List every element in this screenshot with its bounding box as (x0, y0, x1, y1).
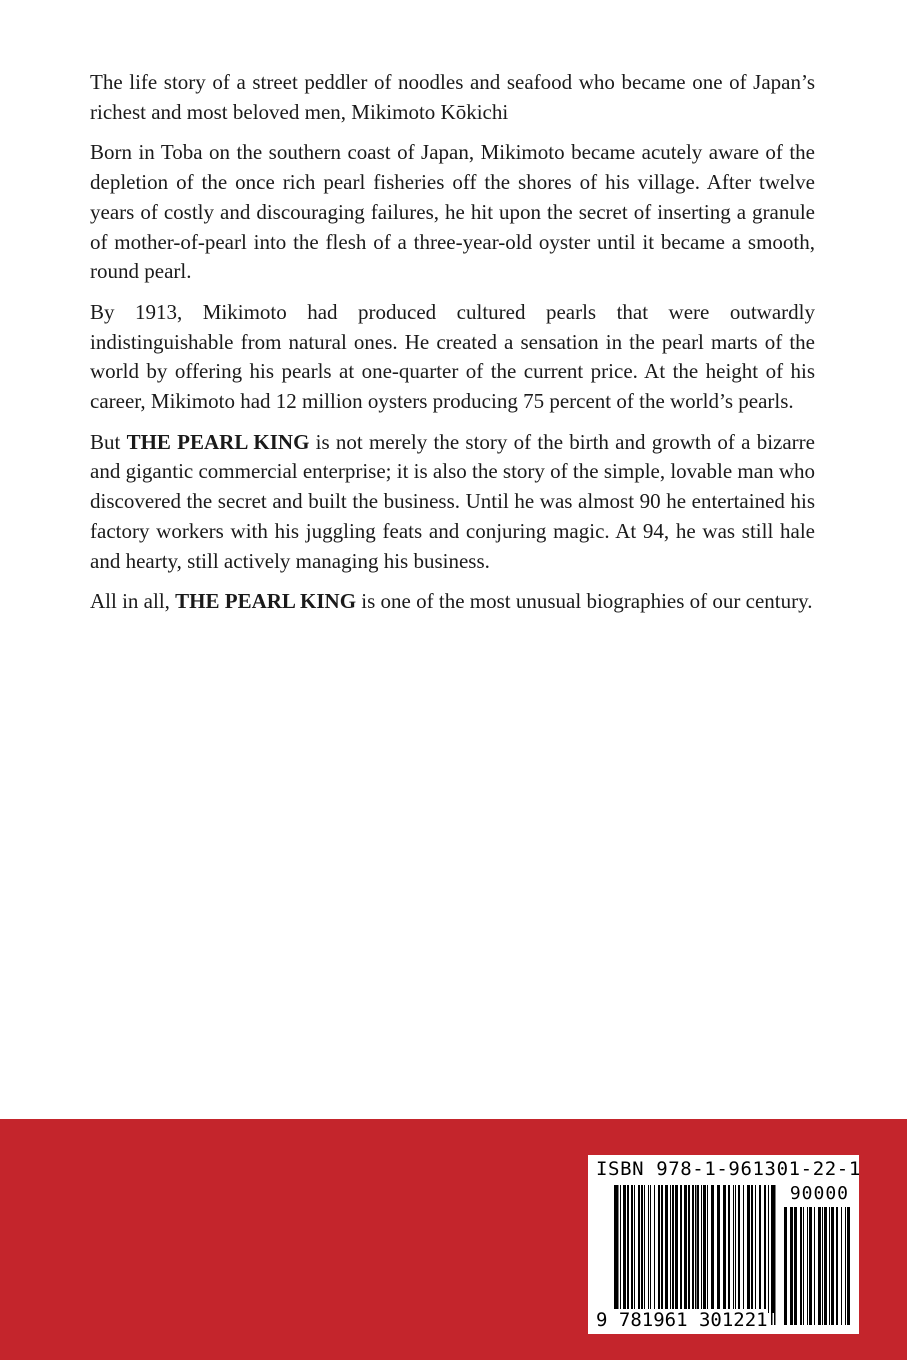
isbn-barcode (588, 1155, 859, 1334)
barcode-bar (829, 1207, 830, 1325)
barcode-bar (841, 1207, 842, 1325)
barcode-bar (728, 1185, 730, 1313)
barcode-bar (845, 1207, 846, 1325)
barcode-bar (743, 1185, 744, 1313)
blurb-p5-start: All in all, (90, 589, 176, 614)
barcode-bar (824, 1207, 827, 1325)
barcode-guard-bar (692, 1185, 694, 1325)
blurb-p5-rest: is one of the most unusual biographies of our century. (356, 589, 813, 614)
barcode-bar (751, 1185, 753, 1313)
book-title-mention: THE PEARL KING (126, 429, 310, 454)
barcode-bar (759, 1185, 761, 1313)
barcode-bar (723, 1185, 726, 1313)
barcode-guard-bar (771, 1185, 773, 1325)
barcode-bar (680, 1185, 682, 1313)
barcode-bar (665, 1185, 668, 1313)
barcode-bar (675, 1185, 678, 1313)
barcode-bar (847, 1207, 850, 1325)
barcode-bar (623, 1185, 626, 1313)
isbn-label: ISBN 978-1-961301-22-1 (596, 1158, 861, 1180)
barcode-bar (654, 1185, 655, 1313)
barcode-bar (648, 1185, 649, 1313)
barcode-bar (822, 1207, 823, 1325)
barcode-bar (784, 1207, 787, 1325)
blurb-p4-rest: is not merely the story of the birth and growth of a bizarre and gigantic commercial enterprise; it is also the story of the simple, lovable man who discovered the secret and built the business. Until he was almost 90 he entertained his factory workers with his juggling feats and conjuring magic. At 94, he was still hale and hearty, still actively managing his business. (90, 429, 815, 573)
barcode-bar (711, 1185, 714, 1313)
barcode-bar (814, 1207, 815, 1325)
barcode-bar (794, 1207, 797, 1325)
barcode-bar (627, 1185, 629, 1313)
barcode-bar (620, 1185, 621, 1313)
barcode-bar (790, 1207, 793, 1325)
barcode-bar (733, 1185, 734, 1313)
barcode-bar (703, 1185, 706, 1313)
barcode-bar (818, 1207, 821, 1325)
barcode-bar (803, 1207, 804, 1325)
barcode-bar (755, 1185, 756, 1313)
barcode-bar (807, 1207, 808, 1325)
barcode-bar (800, 1207, 802, 1325)
barcode-guard-bar (774, 1185, 776, 1325)
barcode-bar (661, 1185, 663, 1313)
barcode-bar (688, 1185, 690, 1313)
book-title-mention: THE PEARL KING (175, 589, 357, 614)
barcode-guard-bar (695, 1185, 697, 1325)
barcode-bar (809, 1207, 812, 1325)
barcode-bar (634, 1185, 635, 1313)
barcode-bar (684, 1185, 687, 1313)
blurb-paragraph-5 (90, 587, 815, 617)
barcode-bar (717, 1185, 720, 1313)
barcode-bar (672, 1185, 674, 1313)
barcode-bar (707, 1185, 708, 1313)
barcode-bar (697, 1185, 699, 1313)
barcode-bar (738, 1185, 740, 1313)
back-cover-blurb (90, 68, 815, 628)
barcode-guard-bar (614, 1185, 616, 1325)
barcode-bar (638, 1185, 640, 1313)
barcode-bar (641, 1185, 643, 1313)
barcode-bar (650, 1185, 651, 1313)
barcode-bar (735, 1185, 736, 1313)
barcode-bar (644, 1185, 645, 1313)
barcode-bar (670, 1185, 671, 1313)
barcode-guard-bar (617, 1185, 619, 1325)
barcode-bar (747, 1185, 750, 1313)
barcode-bar (764, 1185, 766, 1313)
blurb-paragraph-4 (90, 428, 815, 577)
barcode-bars (588, 1155, 859, 1334)
barcode-bar (831, 1207, 834, 1325)
blurb-p4-start: But (90, 429, 127, 454)
blurb-paragraph-3: By 1913, Mikimoto had produced cultured pearls that were outwardly indistinguishable from natural ones. He created a sensation in the pearl marts of the world by offering his pearls at one-quarter of the current price. At the height of his career, Mikimoto had 12 million oysters producing 75 percent of the world’s pearls. (90, 299, 815, 414)
ean-digits: 9 781961 301221 (596, 1309, 768, 1331)
barcode-bar (631, 1185, 633, 1313)
price-addon-digits: 90000 (789, 1183, 849, 1204)
barcode-bar (658, 1185, 660, 1313)
blurb-paragraph-2: Born in Toba on the southern coast of Japan, Mikimoto became acutely aware of the depletion of the once rich pearl fisheries off the shores of his village. After twelve years of costly and discouraging failures, he hit upon the secret of inserting a granule of mother-of-pearl into the flesh of a three-year-old oyster until it became a smooth, round pearl. (90, 140, 815, 284)
barcode-bar (701, 1185, 702, 1313)
blurb-paragraph-1: The life story of a street peddler of noodles and seafood who became one of Japan’s richest and most beloved men, Mikimoto Kōkichi (90, 70, 815, 124)
barcode-bar (836, 1207, 838, 1325)
barcode-bar (768, 1185, 769, 1313)
